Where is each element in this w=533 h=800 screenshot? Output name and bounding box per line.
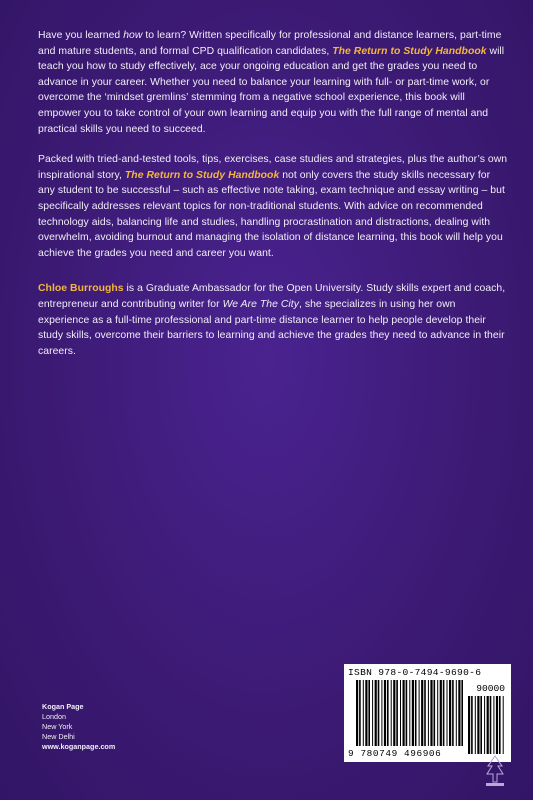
barcode-bar <box>443 680 445 746</box>
barcode-bar <box>461 680 463 746</box>
barcode-digits: 9 780749 496906 <box>348 748 442 759</box>
barcode-bar <box>468 696 470 754</box>
barcode-bar <box>387 680 389 746</box>
fsc-logo-icon <box>484 752 506 788</box>
barcode-bar <box>391 680 392 746</box>
publisher-website: www.koganpage.com <box>42 742 116 751</box>
barcode-bar <box>365 680 367 746</box>
barcode-bar <box>393 680 395 746</box>
barcode-bar <box>452 680 454 746</box>
barcode-bar <box>424 680 426 746</box>
description-paragraph-1: Have you learned how to learn? Written specifically for professional and distance learners, part-time and mature students, and formal CPD qualification candidates, The Return to Study Handbook will teach you how to study effectively, ace your ongoing education and get the grades you need to advance in your career. Whether you need to balance your learning with full- or part-time work, or overcome the ‘mindset gremlins’ stemming from a negative school experience, this book will empower you to take control of your own learning and equip you with the full range of mental and practical skills you need to succeed. <box>38 30 505 135</box>
barcode-bar <box>384 680 386 746</box>
barcode-bar <box>496 696 498 754</box>
barcode-bar <box>437 680 438 746</box>
barcode-bar <box>430 680 432 746</box>
barcode-bar <box>419 680 420 746</box>
barcode-bar <box>484 696 485 754</box>
book-title: The Return to Study Handbook <box>332 45 487 57</box>
barcode-bar <box>400 680 401 746</box>
barcode-bar <box>493 696 494 754</box>
barcode-bar <box>480 696 482 754</box>
price-code: 90000 <box>476 683 505 694</box>
barcode-bar <box>368 680 370 746</box>
barcode-bar <box>375 680 377 746</box>
barcode-bar <box>490 696 492 754</box>
barcode-bar <box>363 680 364 746</box>
barcode-bar <box>487 696 489 754</box>
barcode-bar <box>503 696 504 754</box>
barcode-bar <box>381 680 382 746</box>
barcode-bar <box>406 680 408 746</box>
barcode-bar <box>477 696 479 754</box>
barcode-bar <box>396 680 398 746</box>
author-name: Chloe Burroughs <box>38 283 124 295</box>
author-bio: Chloe Burroughs is a Graduate Ambassador for the Open University. Study skills expert and coach, entrepreneur and contributing writer for We Are The City, she specializes in using her own experience as a full-time professional and part-time distance learner to help people develop their study skills, overcome their barriers to learning and achieve the grades they need to advance in their careers. <box>38 283 506 357</box>
publisher-imprint <box>42 702 115 752</box>
isbn-barcode <box>344 664 511 762</box>
barcode-bar <box>409 680 410 746</box>
barcode-bar <box>412 680 414 746</box>
book-title: The Return to Study Handbook <box>124 169 280 181</box>
barcode-bar <box>372 680 373 746</box>
isbn-number: ISBN 978-0-7494-9690-6 <box>348 667 482 678</box>
barcode-bar <box>475 696 476 754</box>
barcode-bar <box>415 680 417 746</box>
barcode-bar <box>428 680 429 746</box>
barcode-bar <box>458 680 460 746</box>
barcode-bar <box>447 680 448 746</box>
description-paragraph-2: Packed with tried-and-tested tools, tips, exercises, case studies and strategies, plus the author’s own inspirational story, The Return to Study Handbook not only covers the study skills necessary for any student to be successful – such as effective note taking, exam technique and essay writing – but specifically addresses relevant topics for non-traditional students. With advice on recommended technology aids, balancing life and studies, handling procrastination and distractions, dealing with overwhelm, avoiding burnout and managing the isolation of distance learning, this book will help you achieve the grades you need and career you want. <box>38 154 508 259</box>
barcode-bar <box>434 680 436 746</box>
publisher-city: New Delhi <box>42 732 75 741</box>
barcode-bar <box>440 680 442 746</box>
barcode-bar <box>356 680 358 746</box>
publisher-city: London <box>42 712 66 721</box>
publisher-name: Kogan Page <box>42 702 84 711</box>
barcode-bar <box>421 680 423 746</box>
barcode-bar <box>359 680 361 746</box>
publisher-city: New York <box>42 722 73 731</box>
barcode-bar <box>378 680 380 746</box>
barcode-bar <box>499 696 501 754</box>
barcode-bar <box>403 680 405 746</box>
barcode-bar <box>449 680 451 746</box>
barcode-bar <box>471 696 473 754</box>
barcode-bar <box>456 680 457 746</box>
back-cover-blurb <box>38 28 508 374</box>
